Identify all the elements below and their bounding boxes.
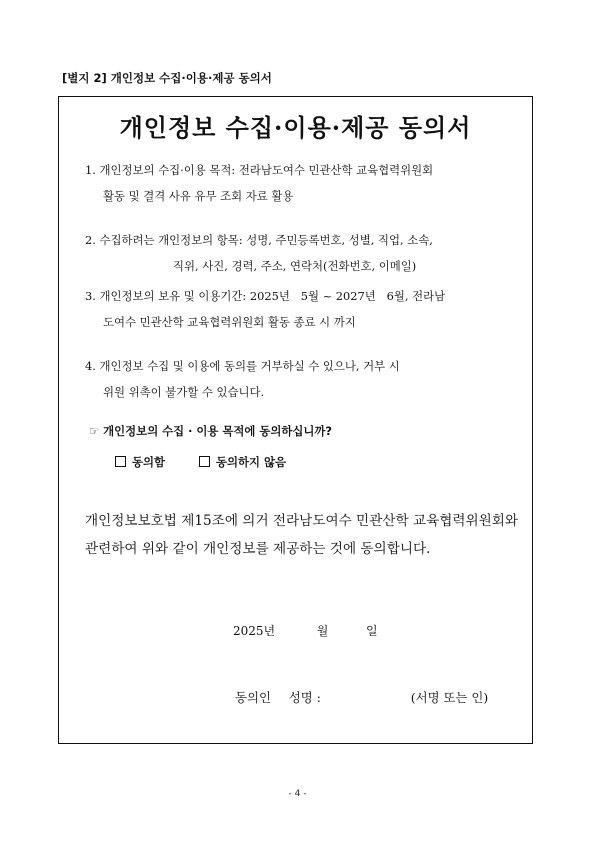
item-purpose (85, 157, 514, 209)
date-month: 월 (316, 624, 329, 638)
consent-form-frame (58, 96, 533, 744)
agree-checkbox[interactable] (115, 456, 126, 467)
agree-option[interactable] (115, 454, 165, 470)
item-retention-period (85, 283, 514, 335)
form-title: 개인정보 수집·이용·제공 동의서 (119, 113, 472, 142)
agree-label: 동의함 (132, 455, 166, 469)
item-refusal-notice-line2: 위원 위촉이 불가할 수 있습니다. (103, 385, 265, 399)
item-collected-fields (85, 227, 514, 279)
page-number: - 4 - (288, 789, 307, 799)
date-line (233, 622, 378, 639)
signature-note: (서명 또는 인) (410, 690, 489, 705)
signature-line (235, 688, 488, 706)
item-collected-fields-line2: 직위, 사진, 경력, 주소, 연락처(전화번호, 이메일) (173, 259, 417, 273)
disagree-checkbox[interactable] (199, 456, 210, 467)
item-refusal-notice (85, 353, 514, 405)
disagree-option[interactable] (199, 454, 286, 470)
item-retention-period-line1: 3. 개인정보의 보유 및 이용기간: 2025년 5월 ~ 2027년 6월, 전라남 (85, 289, 446, 303)
consent-statement: 개인정보보호법 제15조에 의거 전라남도여수 민관산학 교육협력위원회와 관련하여 위와 같이 개인정보를 제공하는 것에 동의합니다. (85, 513, 518, 557)
item-purpose-line2: 활동 및 결격 사유 유무 조회 자료 활용 (103, 189, 294, 203)
item-retention-period-line2: 도여수 민관산학 교육협력위원회 활동 종료 시 까지 (103, 315, 356, 329)
signer-name-label: 성명 : (288, 690, 321, 705)
item-purpose-line1: 1. 개인정보의 수집·이용 목적: 전라남도여수 민관산학 교육협력위원회 (85, 163, 434, 177)
consent-question: ☞ 개인정보의 수집 · 이용 목적에 동의하십니까? (89, 424, 333, 438)
item-refusal-notice-line1: 4. 개인정보 수집 및 이용에 동의를 거부하실 수 있으나, 거부 시 (85, 359, 400, 373)
date-year: 2025년 (233, 624, 276, 638)
consent-options (115, 454, 286, 470)
date-day: 일 (366, 624, 378, 638)
disagree-label: 동의하지 않음 (216, 455, 287, 469)
signer-label: 동의인 (235, 690, 271, 705)
attachment-label: [별지 2] 개인정보 수집·이용·제공 동의서 (62, 71, 272, 85)
item-collected-fields-line1: 2. 수집하려는 개인정보의 항목: 성명, 주민등록번호, 성별, 직업, 소속, (85, 233, 433, 247)
